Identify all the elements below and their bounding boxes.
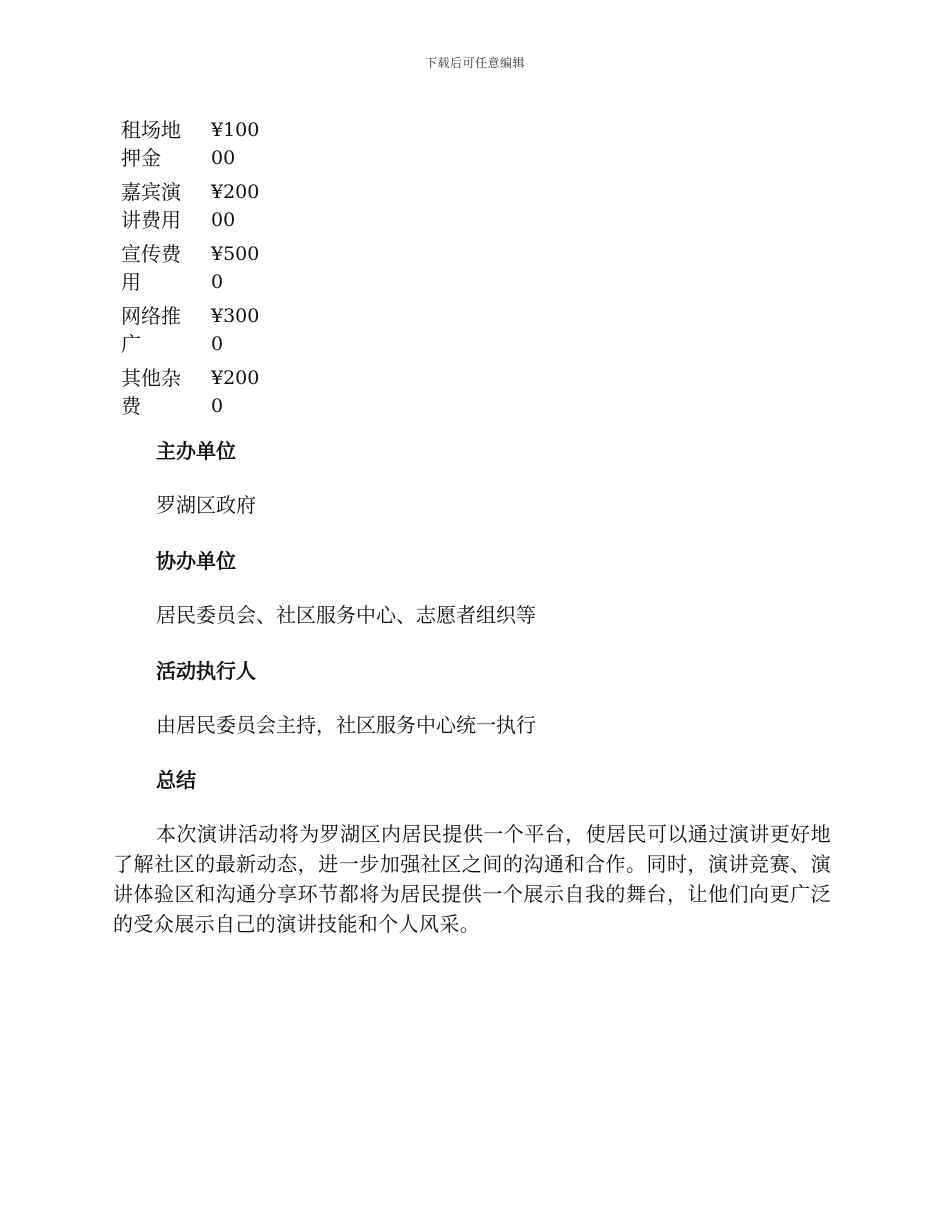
summary-heading: 总结: [156, 768, 196, 792]
page-header-note: 下载后可任意编辑: [424, 56, 525, 70]
co-organizer-heading: 协办单位: [156, 549, 236, 573]
budget-item: 其他杂费: [121, 366, 181, 418]
summary-paragraph: 本次演讲活动将为罗湖区内居民提供一个平台，使居民可以通过演讲更好地了解社区的最新动态，进一步加强社区之间的沟通和合作。同时，演讲竞赛、演讲体验区和沟通分享环节都将为居民提供一个展示自我的舞台，让他们向更广泛的受众展示自己的演讲技能和个人风采。: [113, 822, 831, 936]
budget-amount: ¥3000: [211, 305, 260, 355]
co-organizer-text: 居民委员会、社区服务中心、志愿者组织等: [156, 603, 536, 627]
organizer-heading: 主办单位: [156, 439, 236, 463]
budget-amount: ¥2000: [211, 367, 260, 417]
executor-heading: 活动执行人: [156, 659, 256, 683]
organizer-section: [156, 437, 876, 519]
budget-row: [121, 302, 271, 364]
executor-text: 由居民委员会主持，社区服务中心统一执行: [156, 713, 536, 737]
organizer-text: 罗湖区政府: [156, 493, 256, 517]
budget-item: 宣传费用: [121, 242, 181, 294]
executor-section: [156, 657, 876, 739]
budget-row: [121, 178, 271, 240]
budget-item: 嘉宾演讲费用: [121, 180, 181, 232]
budget-amount: ¥20000: [211, 181, 260, 231]
budget-row: [121, 116, 271, 178]
budget-row: [121, 240, 271, 302]
summary-section: [156, 766, 876, 794]
budget-row: [121, 364, 271, 426]
budget-amount: ¥10000: [211, 119, 260, 169]
co-organizer-section: [156, 547, 876, 629]
budget-item: 网络推广: [121, 304, 181, 356]
budget-item: 租场地押金: [121, 118, 181, 170]
budget-table: [121, 116, 271, 426]
budget-amount: ¥5000: [211, 243, 260, 293]
